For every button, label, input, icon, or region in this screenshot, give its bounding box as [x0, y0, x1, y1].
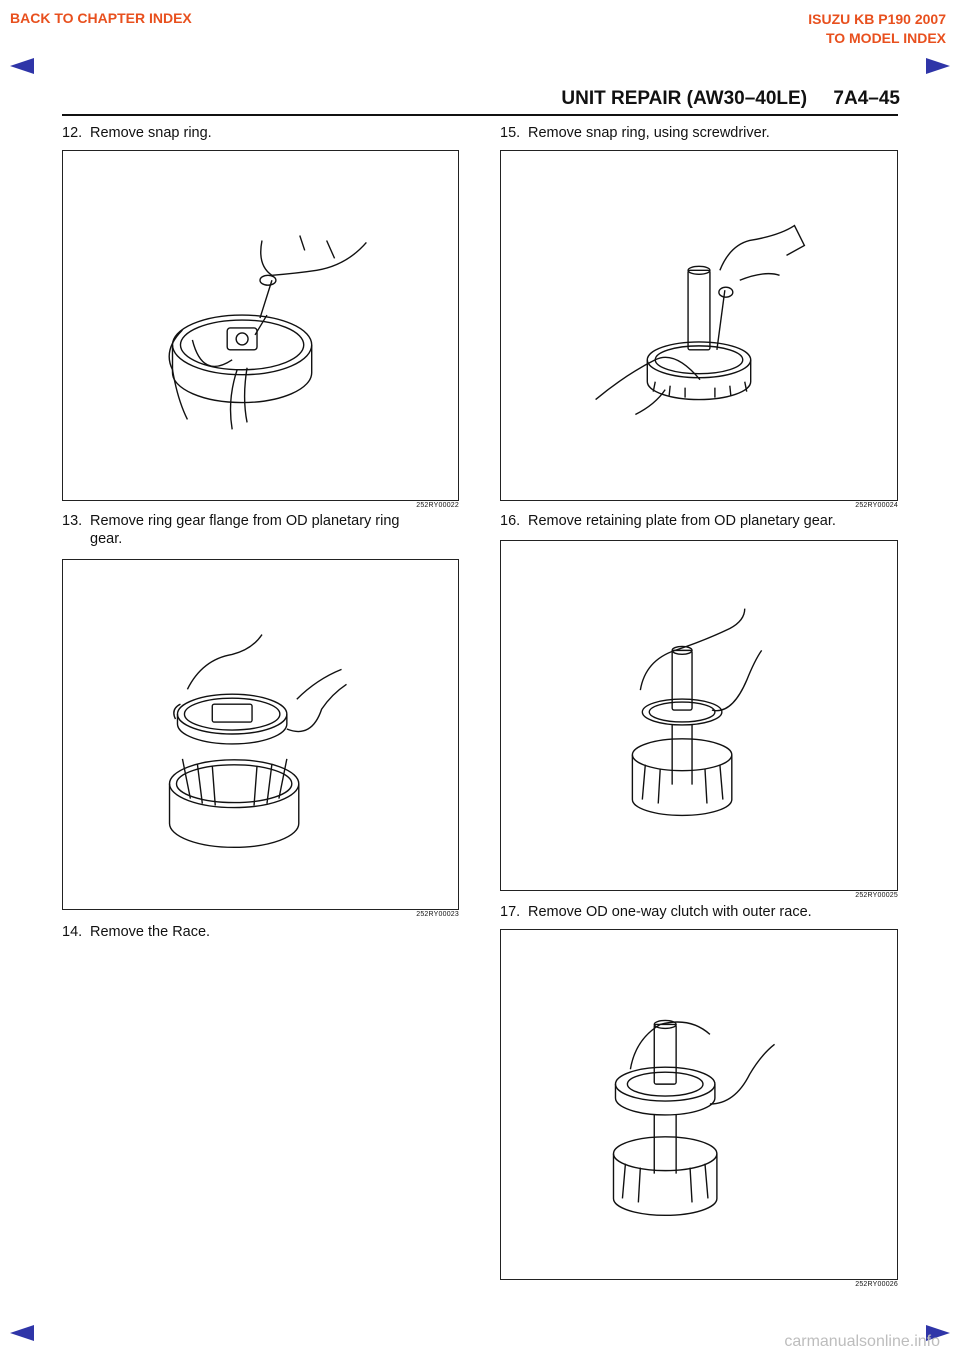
figure-code: 252RY00025 — [855, 892, 898, 899]
ring-gear-flange-illustration — [63, 560, 458, 909]
figure-remove-snap-ring-screwdriver — [500, 150, 898, 501]
step-number: 16. — [500, 513, 521, 529]
watermark: carmanualsonline.info — [784, 1333, 940, 1350]
back-to-chapter-index-link[interactable]: BACK TO CHAPTER INDEX — [10, 10, 192, 26]
step-17 — [500, 903, 900, 921]
step-text: Remove OD one-way clutch with outer race. — [528, 904, 812, 920]
figure-code: 252RY00024 — [855, 502, 898, 509]
prev-page-arrow-icon[interactable] — [10, 58, 34, 74]
step-number: 15. — [500, 125, 521, 141]
step-number: 12. — [62, 125, 83, 141]
step-text-continued: gear. — [90, 531, 123, 547]
step-15 — [500, 124, 900, 142]
step-text: Remove the Race. — [90, 924, 211, 940]
page-title: UNIT REPAIR (AW30–40LE) 7A4–45 — [561, 88, 900, 109]
to-model-index-link[interactable]: TO MODEL INDEX — [825, 30, 946, 46]
step-13 — [62, 512, 462, 548]
next-page-arrow-icon[interactable] — [926, 58, 950, 74]
step-text: Remove snap ring. — [90, 125, 212, 141]
step-number: 13. — [62, 513, 83, 529]
one-way-clutch-illustration — [501, 930, 897, 1279]
step-14 — [62, 923, 462, 941]
figure-remove-snap-ring — [62, 150, 459, 501]
prev-page-arrow-icon[interactable] — [10, 1325, 34, 1341]
step-text: Remove retaining plate from OD planetary gear. — [528, 513, 836, 529]
figure-remove-od-one-way-clutch — [500, 929, 898, 1280]
step-text: Remove ring gear flange from OD planetary ring — [90, 513, 400, 529]
figure-code: 252RY00023 — [416, 911, 459, 918]
figure-remove-retaining-plate — [500, 540, 898, 891]
model-nav — [808, 10, 946, 48]
figure-code: 252RY00026 — [855, 1281, 898, 1288]
step-12 — [62, 124, 462, 142]
snap-ring-illustration — [63, 151, 458, 500]
figure-code: 252RY00022 — [416, 502, 459, 509]
step-number: 17. — [500, 904, 521, 920]
step-16 — [500, 512, 900, 530]
model-title-link[interactable]: ISUZU KB P190 2007 — [808, 11, 946, 27]
step-text: Remove snap ring, using screwdriver. — [528, 125, 770, 141]
screwdriver-illustration — [501, 151, 897, 500]
figure-remove-ring-gear-flange — [62, 559, 459, 910]
header-divider — [62, 114, 898, 116]
step-number: 14. — [62, 924, 83, 940]
retaining-plate-illustration — [501, 541, 897, 890]
